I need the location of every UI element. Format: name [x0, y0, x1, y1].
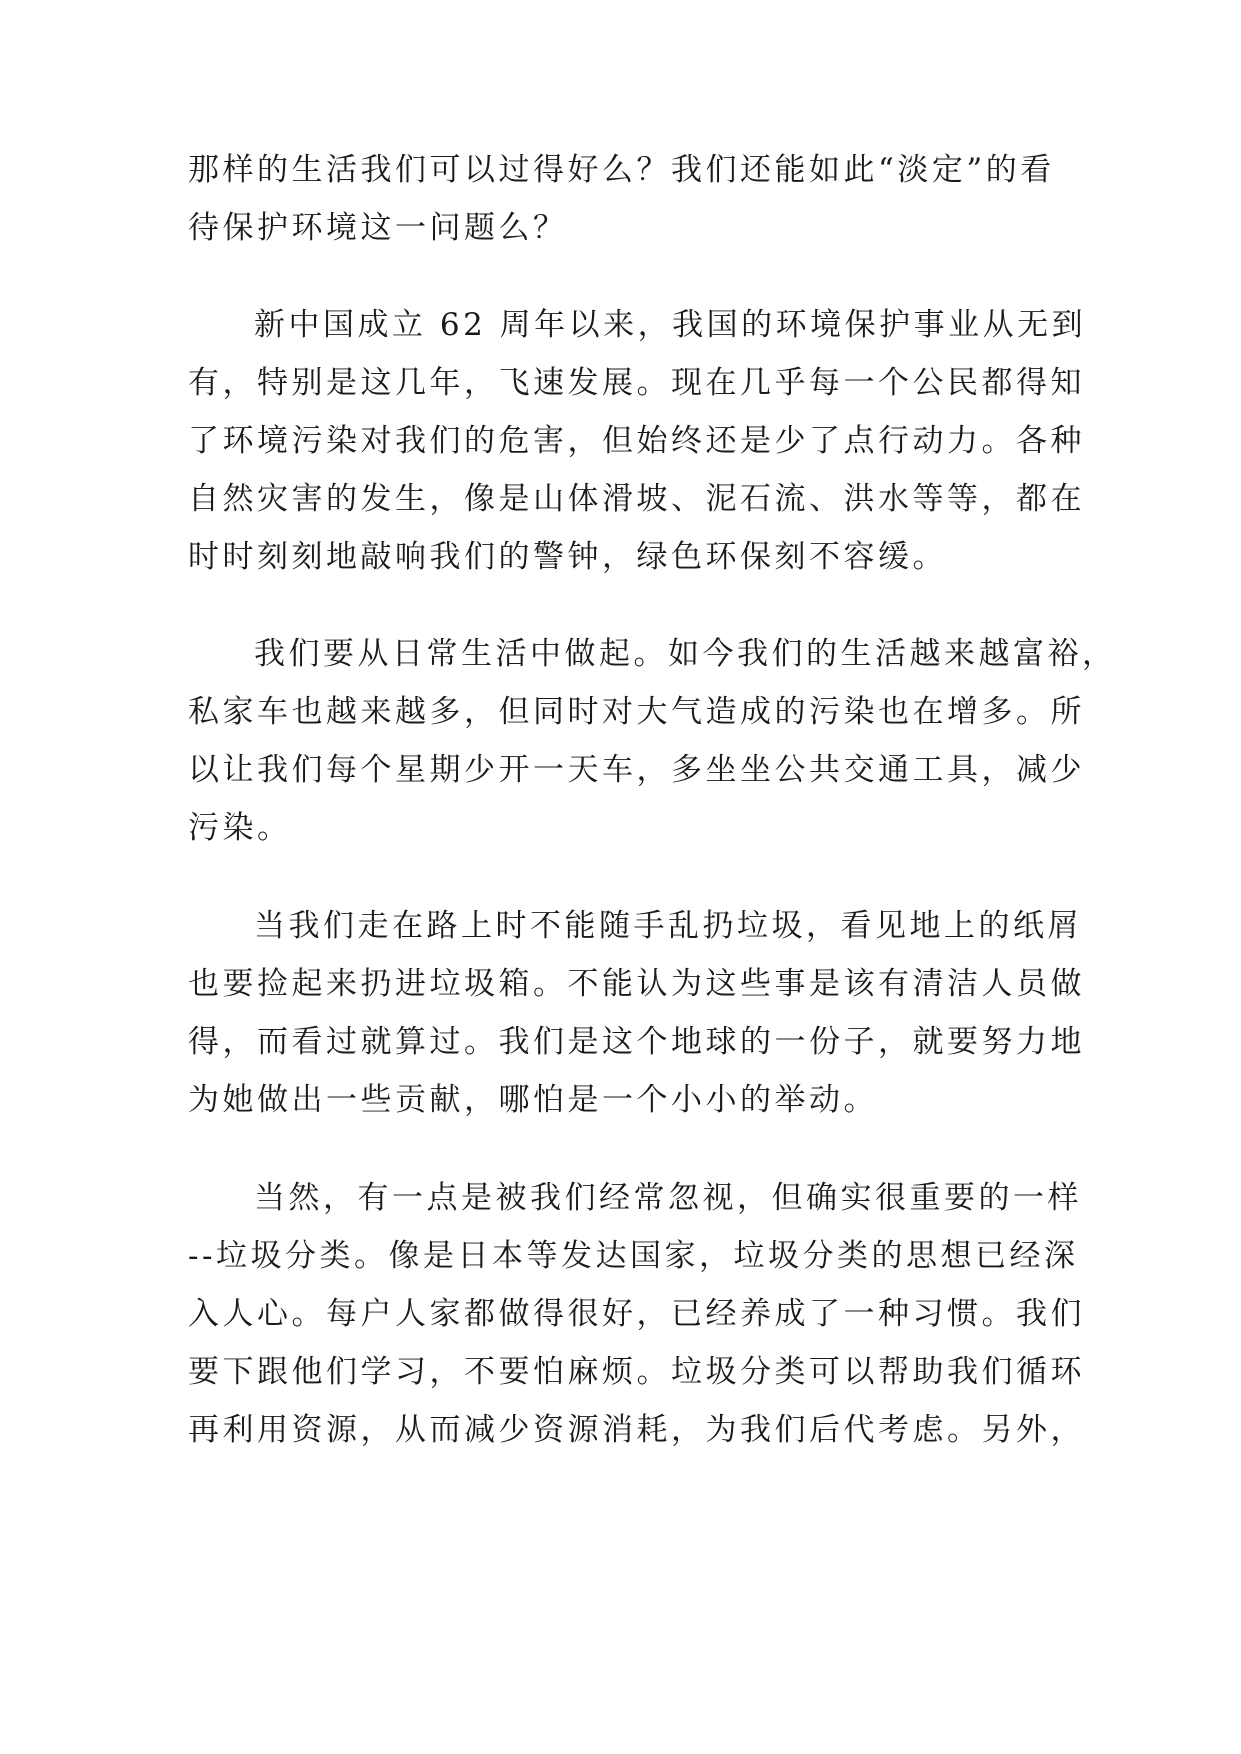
paragraph-line: 那样的生活我们可以过得好么？我们还能如此“淡定”的看	[188, 152, 1055, 188]
paragraph-line: 以让我们每个星期少开一天车，多坐坐公共交通工具，减少	[188, 752, 1085, 788]
paragraph-line: 入人心。每户人家都做得很好，已经养成了一种习惯。我们	[188, 1296, 1085, 1332]
paragraph-line: 再利用资源，从而减少资源消耗，为我们后代考虑。另外，	[188, 1412, 1085, 1448]
paragraph-line: 时时刻刻地敲响我们的警钟，绿色环保刻不容缓。	[188, 539, 947, 575]
paragraph-line: 待保护环境这一问题么？	[188, 210, 568, 246]
paragraph-line: 也要捡起来扔进垃圾箱。不能认为这些事是该有清洁人员做	[188, 966, 1085, 1002]
paragraph-3	[188, 625, 1117, 857]
paragraph-line: 了环境污染对我们的危害，但始终还是少了点行动力。各种	[188, 423, 1085, 459]
paragraph-4	[188, 897, 1085, 1129]
paragraph-line: 新中国成立 62 周年以来，我国的环境保护事业从无到	[254, 307, 1087, 343]
paragraph-line: 当然，有一点是被我们经常忽视，但确实很重要的一样	[254, 1180, 1082, 1216]
paragraph-line: 有，特别是这几年，飞速发展。现在几乎每一个公民都得知	[188, 365, 1085, 401]
paragraph-line: 自然灾害的发生，像是山体滑坡、泥石流、洪水等等，都在	[188, 481, 1085, 517]
paragraph-line: 得，而看过就算过。我们是这个地球的一份子，就要努力地	[188, 1024, 1085, 1060]
paragraph-line: 污染。	[188, 810, 292, 846]
paragraph-2	[188, 296, 1087, 586]
paragraph-1	[188, 141, 1058, 257]
paragraph-line: 当我们走在路上时不能随手乱扔垃圾，看见地上的纸屑	[254, 908, 1082, 944]
paragraph-line: 为她做出一些贡献，哪怕是一个小小的举动。	[188, 1082, 878, 1118]
paragraph-line: --垃圾分类。像是日本等发达国家，垃圾分类的思想已经深	[188, 1238, 1079, 1274]
paragraph-5	[188, 1169, 1085, 1459]
paragraph-line: 要下跟他们学习，不要怕麻烦。垃圾分类可以帮助我们循环	[188, 1354, 1085, 1390]
paragraph-line: 私家车也越来越多，但同时对大气造成的污染也在增多。所	[188, 694, 1085, 730]
paragraph-line: 我们要从日常生活中做起。如今我们的生活越来越富裕，	[254, 636, 1117, 672]
